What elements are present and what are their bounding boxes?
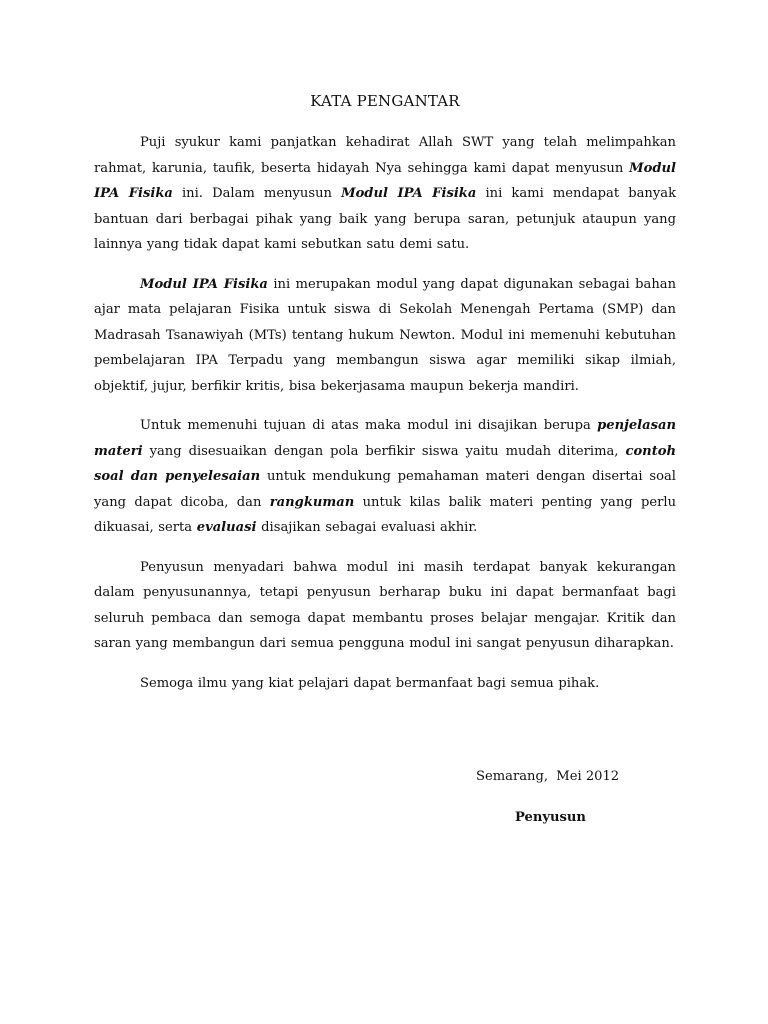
- paragraph-1-emphasis-2: Modul IPA Fisika: [341, 186, 477, 201]
- paragraph-3-text-5: disajikan sebagai evaluasi akhir.: [256, 520, 478, 535]
- paragraph-1-emphasis-1: Modul IPA Fisika: [94, 160, 676, 201]
- paragraph-2-text-1: ini merupakan modul yang dapat digunakan sebagai bahan ajar mata pelajaran Fisika untuk siswa di Sekolah Menengah Pertama (SMP) dan Madrasah Tsanawiyah (MTs) tentang hukum Newton. Modul ini memenuhi kebutuhan pembelajaran IPA Terpadu yang membangun siswa agar memiliki sikap ilmiah, objektif, jujur, berfikir kritis, bisa bekerjasama maupun bekerja mandiri.: [94, 276, 677, 394]
- paragraph-3-text-1: Untuk memenuhi tujuan di atas maka modul ini disajikan berupa: [140, 418, 598, 433]
- place-date: Semarang, Mei 2012: [476, 769, 620, 784]
- paragraph-3-emphasis-1: penjelasan materi: [94, 418, 676, 459]
- paragraph-3: [94, 413, 676, 541]
- paragraph-3-emphasis-3: rangkuman: [269, 494, 355, 510]
- paragraph-1-text-3: ini kami mendapat banyak bantuan dari berbagai pihak yang baik yang berupa saran, petunjuk ataupun yang lainnya yang tidak dapat kami sebutkan satu demi satu.: [94, 186, 677, 252]
- paragraph-3-text-2: yang disesuaikan dengan pola berfikir siswa yaitu mudah diterima,: [142, 443, 626, 459]
- paragraph-4: Penyusun menyadari bahwa modul ini masih terdapat banyak kekurangan dalam penyusunannya, tetapi penyusun berharap buku ini dapat bermanfaat bagi seluruh pembaca dan semoga dapat membantu proses belajar mengajar. Kritik dan saran yang membangun dari semua pengguna modul ini sangat penyusun diharapkan.: [94, 559, 676, 651]
- page-title: KATA PENGANTAR: [310, 92, 460, 110]
- paragraph-2: [94, 272, 676, 400]
- paragraph-3-text-3: untuk mendukung pemahaman materi dengan disertai soal yang dapat dicoba, dan: [94, 469, 676, 510]
- paragraph-1: [94, 130, 676, 258]
- paragraph-3-emphasis-2: contoh soal dan penyelesaian: [94, 443, 676, 484]
- paragraph-5: Semoga ilmu yang kiat pelajari dapat bermanfaat bagi semua pihak.: [140, 675, 600, 691]
- paragraph-1-text-1: Puji syukur kami panjatkan kehadirat Allah SWT yang telah melimpahkan rahmat, karunia, taufik, beserta hidayah Nya sehingga kami dapat menyusun: [94, 135, 676, 176]
- author-signature: Penyusun: [515, 810, 586, 825]
- paragraph-2-emphasis-1: Modul IPA Fisika: [140, 276, 268, 292]
- paragraph-1-text-2: ini. Dalam menyusun: [172, 186, 342, 201]
- paragraph-3-emphasis-4: evaluasi: [196, 520, 257, 535]
- paragraph-3-text-4: untuk kilas balik materi penting yang perlu dikuasai, serta: [94, 494, 677, 535]
